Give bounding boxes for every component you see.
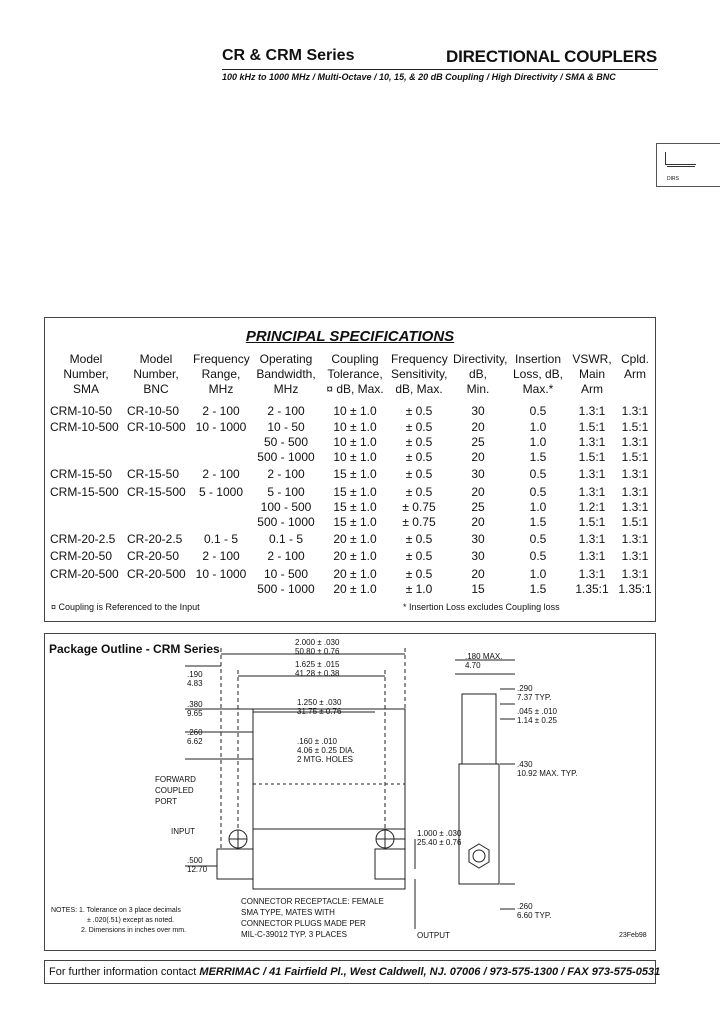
contact-details: MERRIMAC / 41 Fairfield Pl., West Caldwell, NJ. 07006 / 973-575-1300 / FAX 973-575-0531	[199, 966, 661, 978]
spec-cell: 2 - 100	[267, 549, 305, 563]
dim-hole-diameter: .160 ± .010 4.06 ± 0.25 DIA. 2 MTG. HOLES	[297, 737, 355, 764]
spec-cell: CR-10-500	[127, 420, 186, 434]
spec-cell: 2 - 100	[267, 404, 305, 418]
spec-cell: 10 ± 1.0	[333, 435, 377, 449]
spec-cell: 20 ± 1.0	[333, 532, 377, 546]
series-title: CR & CRM Series	[222, 47, 355, 64]
spec-cell: 2 - 100	[202, 404, 240, 418]
spec-table-row	[45, 435, 655, 450]
spec-cell: 15 ± 1.0	[333, 467, 377, 481]
side-view-flange	[462, 694, 496, 764]
spec-cell: 20 ± 1.0	[333, 567, 377, 581]
spec-cell: 0.5	[529, 467, 547, 481]
spec-cell: ± 0.75	[402, 500, 436, 514]
dim-500: .500 12.70	[187, 856, 208, 874]
spec-cell: ± 1.0	[405, 582, 433, 596]
dim-side-430: .430 10.92 MAX. TYP.	[517, 760, 578, 778]
spec-cell: 1.5	[529, 515, 547, 529]
spec-cell: 15 ± 1.0	[333, 485, 377, 499]
spec-cell: ± 0.5	[405, 467, 433, 481]
coupler-line-icon	[667, 166, 695, 167]
spec-cell: ± 0.5	[405, 567, 433, 581]
spec-table-row	[45, 532, 655, 547]
package-section	[44, 633, 656, 951]
spec-cell: ± 0.75	[402, 515, 436, 529]
spec-cell: 500 - 1000	[257, 582, 315, 596]
spec-cell: CR-10-50	[127, 404, 180, 418]
section-tab	[656, 143, 720, 187]
spec-cell: 1.3:1	[578, 404, 606, 418]
spec-cell: ± 0.5	[405, 450, 433, 464]
spec-cell: 1.35:1	[575, 582, 609, 596]
spec-cell: CRM-10-500	[50, 420, 119, 434]
package-notes: NOTES: 1. Tolerance on 3 place decimals ± .020(.51) except as noted. 2. Dimensions in inches over mm.	[51, 907, 187, 934]
spec-cell: 1.3:1	[621, 404, 649, 418]
spec-cell: 1.3:1	[621, 467, 649, 481]
spec-table-row	[45, 567, 655, 582]
contact-text: For further information contact MERRIMAC / 41 Fairfield Pl., West Caldwell, NJ. 07006 / 973-575-1300 / FAX 973-575-0531	[49, 966, 661, 978]
spec-cell: 15 ± 1.0	[333, 500, 377, 514]
spec-cell: ± 0.5	[405, 435, 433, 449]
forward-coupled-port-label: FORWARD COUPLED PORT	[155, 775, 196, 806]
spec-cell: CRM-15-50	[50, 467, 113, 481]
spec-cell: 1.3:1	[621, 532, 649, 546]
spec-cell: 30	[471, 467, 485, 481]
spec-cell: 2 - 100	[202, 549, 240, 563]
spec-cell: CR-20-500	[127, 567, 186, 581]
side-view-hex-nut	[469, 844, 489, 868]
dim-260: .260 6.62	[187, 728, 203, 746]
package-title: Package Outline - CRM Series	[49, 642, 220, 656]
input-label: INPUT	[171, 827, 195, 836]
spec-cell: 25	[471, 500, 485, 514]
spec-table-row	[45, 404, 655, 419]
spec-cell: 0.5	[529, 485, 547, 499]
connector-note: CONNECTOR RECEPTACLE: FEMALE SMA TYPE, MATES WITH CONNECTOR PLUGS MADE PER MIL-C-39012 TYP. 3 PLACES	[241, 897, 384, 939]
spec-cell: 20	[471, 485, 485, 499]
spec-col-header: Coupling Tolerance, ¤ dB, Max.	[326, 352, 384, 396]
spec-cell: 20 ± 1.0	[333, 549, 377, 563]
spec-cell: 1.5:1	[578, 515, 606, 529]
spec-cell: ± 0.5	[405, 404, 433, 418]
spec-table-row	[45, 467, 655, 482]
spec-cell: 0.1 - 5	[203, 532, 239, 546]
dim-side-180: .180 MAX. 4.70	[465, 652, 503, 670]
spec-cell: CRM-10-50	[50, 404, 113, 418]
dim-connector-span: 1.250 ± .030 31.75 ± 0.76	[297, 698, 342, 716]
spec-cell: CR-15-50	[127, 467, 180, 481]
spec-cell: 1.3:1	[621, 485, 649, 499]
spec-cell: 1.5	[529, 582, 547, 596]
spec-cell: 5 - 1000	[198, 485, 244, 499]
spec-table-row	[45, 450, 655, 465]
spec-col-header: Insertion Loss, dB, Max.*	[512, 352, 564, 396]
spec-cell: CRM-20-50	[50, 549, 113, 563]
dim-overall-width: 2.000 ± .030 50.80 ± 0.76	[295, 638, 340, 656]
spec-table-row	[45, 549, 655, 564]
spec-cell: 1.0	[529, 420, 547, 434]
spec-cell: ± 0.5	[405, 532, 433, 546]
document-code: 23Feb98	[619, 932, 647, 939]
spec-table-row	[45, 500, 655, 515]
spec-cell: CR-20-50	[127, 549, 180, 563]
spec-title: PRINCIPAL SPECIFICATIONS	[245, 328, 455, 345]
spec-cell: 1.5	[529, 450, 547, 464]
spec-cell: 2 - 100	[202, 467, 240, 481]
spec-col-header: Cpld. Arm	[620, 352, 649, 381]
spec-col-header: Frequency Range, MHz	[193, 352, 250, 396]
spec-col-header: Frequency Sensitivity, dB, Max.	[391, 352, 448, 396]
dim-connector-gap: 1.000 ± .030 25.40 ± 0.76	[417, 829, 462, 847]
spec-cell: 20	[471, 567, 485, 581]
dim-hole-span: 1.625 ± .015 41.28 ± 0.38	[295, 660, 340, 678]
spec-cell: 15 ± 1.0	[333, 515, 377, 529]
spec-cell: 10 - 50	[267, 420, 305, 434]
spec-cell: 10 - 1000	[195, 567, 247, 581]
spec-col-header: Directivity, dB, Min.	[453, 352, 508, 396]
spec-section	[44, 317, 656, 622]
spec-cell: 1.3:1	[578, 549, 606, 563]
spec-cell: 1.0	[529, 435, 547, 449]
contact-footer	[44, 960, 661, 984]
coupler-icon	[665, 152, 696, 165]
spec-cell: 1.35:1	[618, 582, 652, 596]
spec-cell: 15	[471, 582, 485, 596]
coupling-note: ¤ Coupling is Referenced to the Input	[51, 602, 200, 612]
output-connector	[375, 849, 405, 879]
spec-cell: 50 - 500	[263, 435, 309, 449]
spec-col-header: Model Number, SMA	[63, 352, 109, 396]
spec-cell: 5 - 100	[267, 485, 305, 499]
spec-table-row	[45, 485, 655, 500]
dim-190: .190 4.83	[187, 670, 203, 688]
spec-cell: 1.3:1	[621, 549, 649, 563]
spec-cell: 20	[471, 420, 485, 434]
spec-cell: 1.5:1	[621, 420, 649, 434]
coupler-body	[253, 829, 405, 889]
spec-cell: 10 ± 1.0	[333, 420, 377, 434]
spec-cell: 30	[471, 532, 485, 546]
spec-cell: CRM-20-500	[50, 567, 119, 581]
spec-cell: 1.3:1	[621, 500, 649, 514]
spec-cell: 1.5:1	[578, 420, 606, 434]
spec-cell: 10 - 1000	[195, 420, 247, 434]
spec-cell: 1.3:1	[621, 567, 649, 581]
spec-col-header: Model Number, BNC	[133, 352, 179, 396]
spec-table-row	[45, 582, 655, 597]
spec-cell: 20 ± 1.0	[333, 582, 377, 596]
spec-cell: 1.5:1	[578, 450, 606, 464]
output-label: OUTPUT	[417, 931, 450, 940]
spec-cell: 0.5	[529, 404, 547, 418]
spec-cell: 20	[471, 450, 485, 464]
spec-cell: CRM-20-2.5	[50, 532, 116, 546]
spec-cell: 1.3:1	[578, 467, 606, 481]
spec-cell: 500 - 1000	[257, 515, 315, 529]
spec-cell: 10 ± 1.0	[333, 404, 377, 418]
spec-cell: 1.3:1	[578, 532, 606, 546]
side-view-body	[459, 764, 499, 884]
spec-cell: 0.1 - 5	[268, 532, 304, 546]
tab-label: DIRS	[667, 176, 679, 182]
header-rule	[222, 69, 658, 70]
spec-cell: CRM-15-500	[50, 485, 119, 499]
spec-col-header: VSWR, Main Arm	[572, 352, 612, 396]
spec-cell: 0.5	[529, 549, 547, 563]
spec-cell: 30	[471, 404, 485, 418]
subtitle: 100 kHz to 1000 MHz / Multi-Octave / 10, 15, & 20 dB Coupling / High Directivity / SMA & BNC	[222, 72, 616, 82]
spec-cell: 1.3:1	[578, 435, 606, 449]
spec-cell: 10 - 500	[263, 567, 309, 581]
spec-cell: 10 ± 1.0	[333, 450, 377, 464]
dim-side-290: .290 7.37 TYP.	[517, 684, 552, 702]
category-title: DIRECTIONAL COUPLERS	[446, 47, 658, 66]
spec-cell: ± 0.5	[405, 485, 433, 499]
dim-side-045: .045 ± .010 1.14 ± 0.25	[517, 707, 557, 725]
spec-table-row	[45, 515, 655, 530]
spec-cell: 20	[471, 515, 485, 529]
spec-cell: 1.3:1	[578, 567, 606, 581]
spec-cell: 30	[471, 549, 485, 563]
spec-cell: ± 0.5	[405, 420, 433, 434]
spec-col-header: Operating Bandwidth, MHz	[256, 352, 316, 396]
spec-cell: 500 - 1000	[257, 450, 315, 464]
dim-side-260: .260 6.60 TYP.	[517, 902, 552, 920]
spec-cell: 1.2:1	[578, 500, 606, 514]
spec-cell: CR-15-500	[127, 485, 186, 499]
spec-cell: 1.5:1	[621, 515, 649, 529]
spec-header	[45, 352, 655, 398]
spec-cell: CR-20-2.5	[127, 532, 183, 546]
spec-table-row	[45, 420, 655, 435]
spec-cell: ± 0.5	[405, 549, 433, 563]
input-connector	[217, 849, 253, 879]
insertion-loss-note: * Insertion Loss excludes Coupling loss	[403, 602, 560, 612]
spec-cell: 1.3:1	[621, 435, 649, 449]
dim-380: .380 9.65	[187, 700, 203, 718]
spec-cell: 25	[471, 435, 485, 449]
coupler-top-body	[253, 709, 405, 829]
spec-cell: 1.0	[529, 500, 547, 514]
spec-cell: 0.5	[529, 532, 547, 546]
spec-cell: 1.3:1	[578, 485, 606, 499]
spec-cell: 100 - 500	[260, 500, 312, 514]
spec-cell: 1.0	[529, 567, 547, 581]
spec-cell: 1.5:1	[621, 450, 649, 464]
spec-cell: 2 - 100	[267, 467, 305, 481]
